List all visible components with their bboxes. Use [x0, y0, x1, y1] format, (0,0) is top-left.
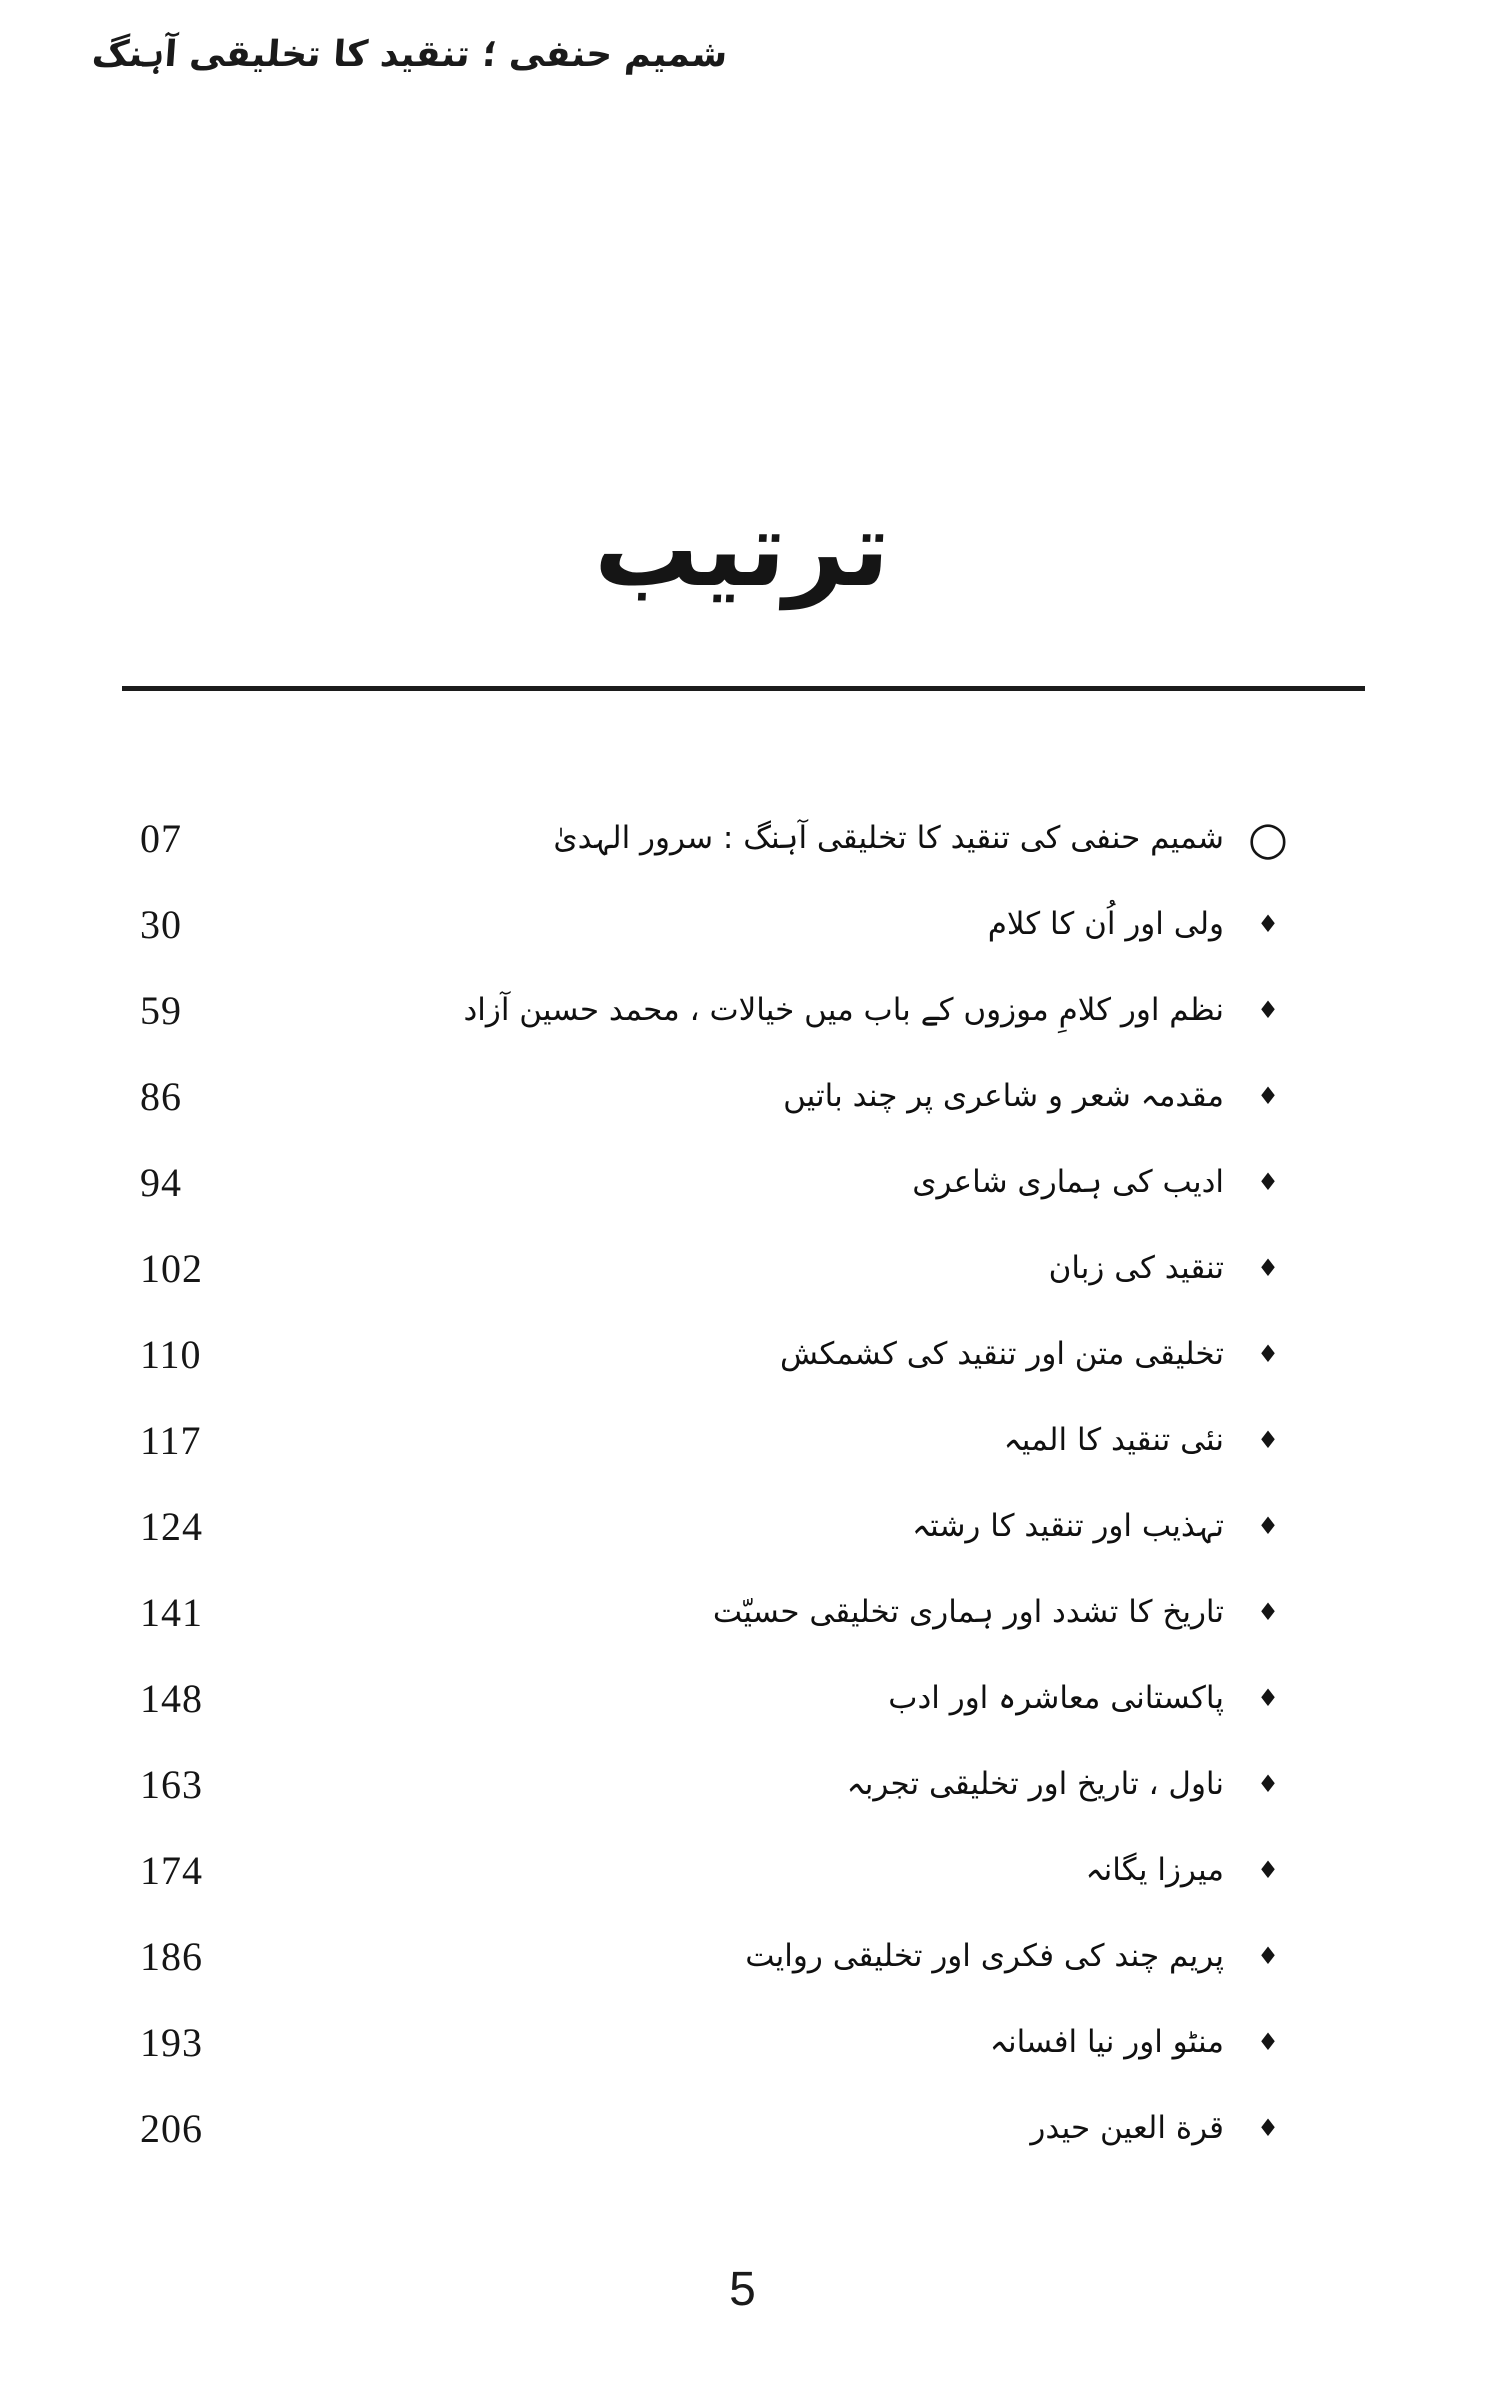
toc-row	[140, 1999, 1290, 2085]
toc-row	[140, 1655, 1290, 1741]
toc-entry-title: تنقید کی زبان	[1048, 1250, 1224, 1286]
toc-row	[140, 1913, 1290, 1999]
toc-row	[140, 2085, 1290, 2171]
toc-row	[140, 795, 1290, 881]
diamond-bullet-icon: ♦	[1257, 2114, 1279, 2142]
toc-row	[140, 1397, 1290, 1483]
toc-row	[140, 1569, 1290, 1655]
toc-entry-title: نظم اور کلامِ موزوں کے باب میں خیالات ، محمد حسین آزاد	[463, 992, 1224, 1028]
circle-bullet-icon: ○	[1247, 811, 1289, 865]
diamond-bullet-icon: ♦	[1257, 1684, 1279, 1712]
toc-row	[140, 967, 1290, 1053]
toc-row	[140, 1053, 1290, 1139]
toc-row	[140, 1311, 1290, 1397]
toc-entry-title: قرة العین حیدر	[1030, 2110, 1224, 2146]
diamond-bullet-icon: ♦	[1257, 910, 1279, 938]
diamond-bullet-icon: ♦	[1257, 2028, 1279, 2056]
diamond-bullet-icon: ♦	[1257, 1856, 1279, 1884]
diamond-bullet-icon: ♦	[1257, 1598, 1279, 1626]
toc-page-number: 141	[140, 1589, 203, 1635]
diamond-bullet-icon: ♦	[1257, 1770, 1279, 1798]
toc-page-number: 163	[140, 1761, 203, 1807]
toc-row	[140, 1139, 1290, 1225]
toc-page-number: 124	[140, 1503, 203, 1549]
toc-page-number: 193	[140, 2019, 203, 2065]
toc-row	[140, 1225, 1290, 1311]
toc-row	[140, 1483, 1290, 1569]
diamond-bullet-icon: ♦	[1257, 1082, 1279, 1110]
toc-page-number: 186	[140, 1933, 203, 1979]
diamond-bullet-icon: ♦	[1257, 1942, 1279, 1970]
diamond-bullet-icon: ♦	[1257, 996, 1279, 1024]
toc-entry-title: پریم چند کی فکری اور تخلیقی روایت	[745, 1938, 1224, 1974]
diamond-bullet-icon: ♦	[1257, 1254, 1279, 1282]
toc-page-number: 30	[140, 901, 182, 947]
toc-entry-title: میرزا یگانہ	[1085, 1852, 1224, 1888]
toc-page-number: 174	[140, 1847, 203, 1893]
toc-row	[140, 1827, 1290, 1913]
diamond-bullet-icon: ♦	[1257, 1512, 1279, 1540]
toc-page-number: 86	[140, 1073, 182, 1119]
toc-entry-title: تخلیقی متن اور تنقید کی کشمکش	[779, 1336, 1224, 1372]
toc-entry-title: ناول ، تاریخ اور تخلیقی تجربہ	[846, 1766, 1224, 1802]
toc-page-number: 117	[140, 1417, 202, 1463]
toc-page-number: 59	[140, 987, 182, 1033]
toc-row	[140, 1741, 1290, 1827]
toc-row	[140, 881, 1290, 967]
toc-page-number: 148	[140, 1675, 203, 1721]
toc-entry-title: مقدمہ شعر و شاعری پر چند باتیں	[783, 1078, 1224, 1114]
toc-entry-title: منٹو اور نیا افسانہ	[989, 2024, 1224, 2060]
table-of-contents	[140, 795, 1290, 2171]
diamond-bullet-icon: ♦	[1257, 1426, 1279, 1454]
toc-entry-title: شمیم حنفی کی تنقید کا تخلیقی آہنگ : سرور الہدیٰ	[553, 820, 1224, 856]
running-header: شمیم حنفی ؛ تنقید کا تخلیقی آہنگ	[90, 34, 729, 75]
title-divider-rule	[122, 686, 1365, 691]
page-title: ترتیب	[591, 488, 894, 610]
diamond-bullet-icon: ♦	[1257, 1340, 1279, 1368]
toc-entry-title: ادیب کی ہماری شاعری	[912, 1164, 1224, 1200]
toc-page-number: 102	[140, 1245, 203, 1291]
toc-entry-title: نئی تنقید کا المیہ	[1003, 1422, 1224, 1458]
page-number: 5	[729, 2263, 756, 2316]
toc-entry-title: تاریخ کا تشدد اور ہماری تخلیقی حسیّت	[712, 1594, 1224, 1630]
toc-entry-title: ولی اور اُن کا کلام	[987, 906, 1224, 942]
toc-entry-title: پاکستانی معاشرہ اور ادب	[888, 1680, 1224, 1716]
toc-page-number: 206	[140, 2105, 203, 2151]
diamond-bullet-icon: ♦	[1257, 1168, 1279, 1196]
toc-page-number: 110	[140, 1331, 202, 1377]
toc-page-number: 07	[140, 815, 182, 861]
toc-page-number: 94	[140, 1159, 182, 1205]
toc-entry-title: تہذیب اور تنقید کا رشتہ	[911, 1508, 1224, 1544]
